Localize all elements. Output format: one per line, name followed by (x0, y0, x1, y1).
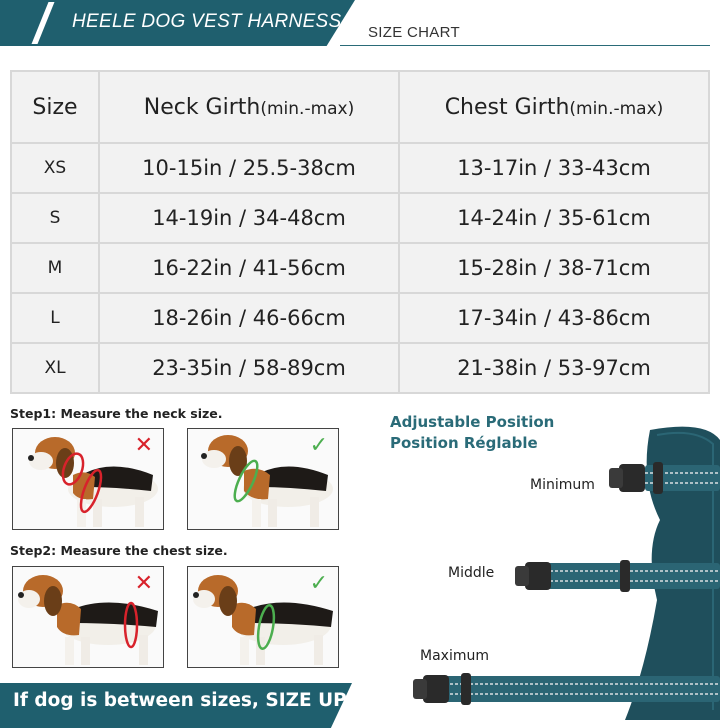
size-cell: XS (11, 143, 99, 193)
neck-cell: 10-15in / 25.5-38cm (99, 143, 399, 193)
page-subtitle: SIZE CHART (368, 24, 460, 41)
chest-cell: 15-28in / 38-71cm (399, 243, 709, 293)
wrong-mark-icon: ✕ (134, 571, 153, 596)
table-row (11, 193, 709, 243)
size-cell: L (11, 293, 99, 343)
chest-cell: 21-38in / 53-97cm (399, 343, 709, 393)
neck-right-photo (187, 428, 339, 530)
table-header-row (11, 71, 709, 143)
chest-cell: 17-34in / 43-86cm (399, 293, 709, 343)
neck-wrong-photo (12, 428, 164, 530)
table-row (11, 143, 709, 193)
chest-right-photo (187, 566, 339, 668)
position-minimum-label: Minimum (530, 477, 595, 493)
position-maximum-label: Maximum (420, 648, 489, 664)
size-cell: M (11, 243, 99, 293)
table-row (11, 243, 709, 293)
check-mark-icon: ✓ (309, 571, 328, 596)
table-row (11, 293, 709, 343)
neck-cell: 23-35in / 58-89cm (99, 343, 399, 393)
size-cell: S (11, 193, 99, 243)
strap-middle (515, 560, 720, 592)
chest-cell: 13-17in / 33-43cm (399, 143, 709, 193)
harness-illustration (395, 420, 720, 720)
header-chest-girth: Chest Girth(min.-max) (399, 71, 709, 143)
table-row (11, 343, 709, 393)
strap-maximum (413, 673, 720, 705)
header-divider (340, 45, 710, 46)
adjustable-title-en: Adjustable Position (390, 413, 555, 431)
size-cell: XL (11, 343, 99, 393)
position-middle-label: Middle (448, 565, 495, 581)
wrong-mark-icon: ✕ (134, 433, 153, 458)
chest-cell: 14-24in / 35-61cm (399, 193, 709, 243)
strap-minimum (609, 462, 720, 494)
neck-cell: 16-22in / 41-56cm (99, 243, 399, 293)
neck-cell: 18-26in / 46-66cm (99, 293, 399, 343)
header-size: Size (11, 71, 99, 143)
neck-cell: 14-19in / 34-48cm (99, 193, 399, 243)
header-neck-girth: Neck Girth(min.-max) (99, 71, 399, 143)
step2-label: Step2: Measure the chest size. (10, 543, 228, 558)
step1-label: Step1: Measure the neck size. (10, 406, 223, 421)
page-title: HEELE DOG VEST HARNESS (72, 11, 342, 32)
check-mark-icon: ✓ (309, 433, 328, 458)
chest-wrong-photo (12, 566, 164, 668)
size-chart-table (10, 70, 710, 394)
size-up-text: If dog is between sizes, SIZE UP (13, 690, 347, 711)
adjustable-title-fr: Position Réglable (390, 434, 538, 452)
